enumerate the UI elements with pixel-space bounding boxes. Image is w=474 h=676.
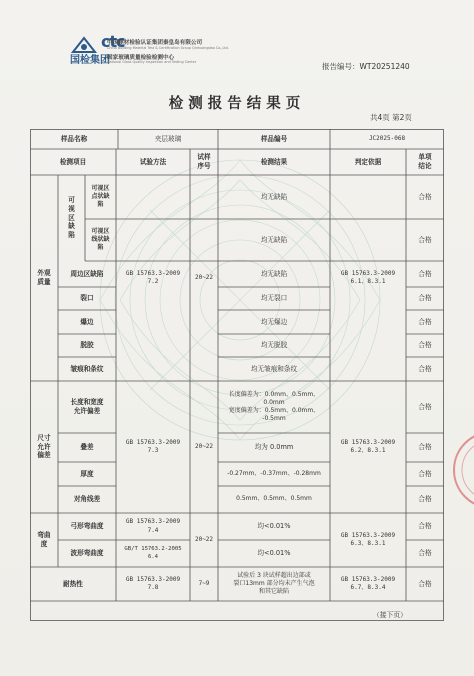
sample-name-value: 夹层玻璃 [154, 134, 182, 143]
size-method: GB 15763.3-2009 7.3 [125, 438, 181, 454]
result-point-defect: 均无缺陷 [260, 192, 288, 201]
delamination-label: 脱胶 [80, 341, 94, 350]
center-name-en: National Glass Quality Inspection and Testing Center [107, 60, 197, 64]
report-number: 报告编号：WT20251240 [322, 62, 410, 71]
conclusion-durability: 合格 [418, 579, 432, 588]
company-name-cn: 中国建材检验认证集团秦皇岛有限公司 [107, 40, 203, 46]
continued-note: （接下页） [373, 611, 407, 619]
result-edge-explosion: 均无爆边 [260, 317, 288, 326]
conclusion-diagonal: 合格 [418, 495, 432, 504]
col-basis: 判定依据 [354, 157, 382, 166]
col-sample-seq: 试样 序号 [197, 153, 211, 170]
brand-abbr: ctc [101, 32, 125, 51]
company-name-en: China Building Material Test & Certification Group Qinhuangdao Co.,Ltd. [107, 46, 229, 50]
page-title: 检测报告结果页 [168, 95, 306, 112]
conclusion-thickness: 合格 [418, 469, 432, 478]
result-durability: 试验后 3 块试样超出边部或 裂口13mm 部分均未产生气泡 和其它缺陷 [233, 571, 315, 596]
result-thickness: -0.27mm、-0.37mm、-0.28mm [227, 469, 321, 477]
edge-explosion-label: 爆边 [80, 317, 94, 326]
bow-basis: GB 15763.3-2009 6.3、8.3.1 [340, 531, 396, 547]
conclusion-bow-bending: 合格 [418, 522, 432, 531]
result-delamination: 均无脱胶 [260, 341, 288, 350]
conclusion-line-defect: 合格 [418, 235, 432, 244]
col-result: 检测结果 [260, 157, 288, 166]
brand-name: 国检集团 [70, 55, 110, 66]
diagonal-label: 对角线差 [73, 495, 101, 504]
conclusion-wrinkle: 合格 [418, 364, 432, 373]
durability-seq: 7~9 [198, 579, 210, 587]
size-basis: GB 15763.3-2009 6.2、8.3.1 [340, 438, 396, 454]
col-conclusion: 单项 结论 [418, 153, 432, 170]
col-method: 试验方法 [139, 157, 167, 166]
group-appearance: 外观 质量 [37, 269, 51, 286]
bow-method-2: GB/T 15763.2-2005 6.4 [124, 545, 182, 560]
bow-bending-label: 弓形弯曲度 [70, 522, 104, 531]
conclusion-crack: 合格 [418, 294, 432, 303]
result-overlap: 均为 0.0mm [254, 443, 294, 452]
results-table [30, 129, 444, 621]
result-wave-bending: 均<0.01% [257, 549, 291, 558]
point-defect-label: 可视区 点状缺 陷 [91, 184, 110, 209]
length-width-label: 长度和宽度 允许偏差 [70, 398, 104, 415]
conclusion-edge-explosion: 合格 [418, 317, 432, 326]
conclusion-point-defect: 合格 [418, 192, 432, 201]
result-edge-defect: 均无缺陷 [260, 269, 288, 278]
sample-name-label: 样品名称 [60, 134, 88, 143]
bow-seq: 20~22 [194, 535, 214, 543]
crack-label: 裂口 [80, 294, 94, 303]
conclusion-wave-bending: 合格 [418, 549, 432, 558]
result-crack: 均无裂口 [260, 294, 288, 303]
result-bow-bending: 均<0.01% [257, 522, 291, 531]
result-diagonal: 0.5mm、0.5mm、0.5mm [236, 495, 312, 503]
group-durability: 耐热性 [63, 579, 83, 588]
conclusion-edge-defect: 合格 [418, 269, 432, 278]
result-line-defect: 均无缺陷 [260, 235, 288, 244]
appearance-basis: GB 15763.3-2009 6.1、8.3.1 [340, 269, 396, 285]
appearance-seq: 20~22 [194, 273, 214, 281]
wrinkle-label: 皱痕和条纹 [70, 364, 104, 373]
sample-no-value: JC2025-068 [368, 134, 406, 142]
col-item: 检测项目 [59, 157, 87, 166]
center-name-cn: 国家玻璃质量检验检测中心 [107, 55, 175, 61]
result-wrinkle: 均无皱痕和条纹 [250, 364, 298, 373]
durability-basis: GB 15763.3-2009 6.7、8.3.4 [340, 575, 396, 591]
wave-bending-label: 波形弯曲度 [70, 549, 104, 558]
durability-method: GB 15763.3-2009 7.8 [125, 575, 181, 591]
result-length-width: 长度偏差为：0.0mm、0.5mm、 0.0mm 宽度偏差为：0.5mm、0.0mm、 -0.5mm [228, 390, 320, 423]
sample-no-label: 样品编号 [260, 134, 288, 143]
conclusion-overlap: 合格 [418, 443, 432, 452]
conclusion-length-width: 合格 [418, 402, 432, 411]
group-bow: 弯曲 度 [37, 531, 51, 548]
size-seq: 20~22 [194, 442, 214, 450]
visible-area-defect: 可 视 区 缺 陷 [68, 195, 75, 240]
overlap-label: 叠差 [80, 443, 94, 452]
edge-defect-label: 周边区缺陷 [70, 269, 104, 278]
seal-stamp-icon [452, 430, 474, 510]
appearance-method: GB 15763.3-2009 7.2 [125, 269, 181, 285]
thickness-label: 厚度 [80, 469, 94, 478]
page-count: 共4页 第2页 [370, 113, 412, 122]
conclusion-delamination: 合格 [418, 341, 432, 350]
bow-method-1: GB 15763.3-2009 7.4 [125, 518, 181, 534]
line-defect-label: 可视区 线状缺 陷 [91, 227, 110, 252]
group-size: 尺寸 允许 偏差 [37, 433, 51, 460]
